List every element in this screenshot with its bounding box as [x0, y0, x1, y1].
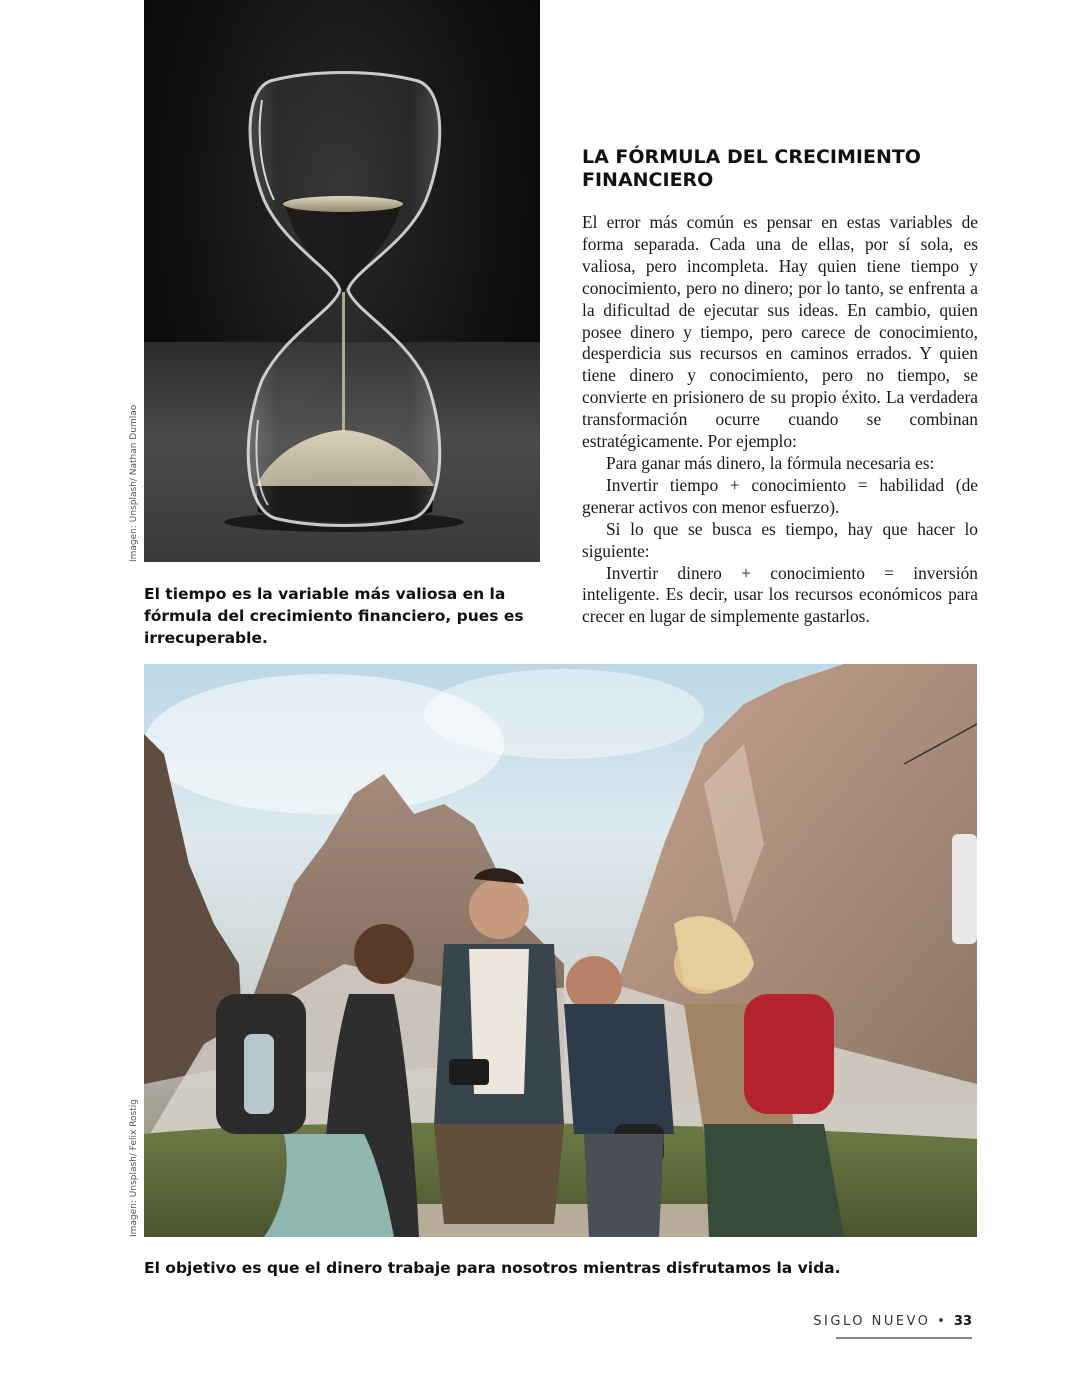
- paragraph: Invertir tiempo + conocimiento = habilidad (de generar activos con menor esfuerzo).: [582, 474, 978, 517]
- hikers-photo: [144, 664, 977, 1237]
- hourglass-photo: [144, 0, 540, 562]
- photo-credit: Imagen: Unsplash/ Nathan Dumlao: [129, 404, 139, 562]
- paragraph: Si lo que se busca es tiempo, hay que hacer lo siguiente:: [582, 518, 978, 561]
- paragraph: Invertir dinero + conocimiento = inversión inteligente. Es decir, usar los recursos económicos para crecer en lugar de simplemente gastarlos.: [582, 562, 978, 627]
- page-number: 33: [953, 1314, 972, 1329]
- article-body: [582, 212, 978, 628]
- magazine-name: SIGLO NUEVO: [813, 1314, 931, 1329]
- section-heading: LA FÓRMULA DEL CRECIMIENTO FINANCIERO: [582, 146, 921, 191]
- footer-rule: [836, 1337, 972, 1339]
- paragraph: El error más común es pensar en estas variables de forma separada. Cada una de ellas, por sí sola, es valiosa, pero incompleta. Hay quien tiene tiempo y conocimiento, pero no dinero; por lo tanto, se enfrenta a la dificultad de ejecutar sus ideas. En cambio, quien posee dinero y tiempo, pero carece de conocimiento, desperdicia sus recursos en caminos errados. Y quien tiene dinero y conocimiento, pero no tiempo, se convierte en prisionero de su propio éxito. La verdadera transformación ocurre cuando se combinan estratégicamente. Por ejemplo:: [582, 212, 978, 452]
- paragraph: Para ganar más dinero, la fórmula necesaria es:: [606, 452, 935, 473]
- photo-caption: El objetivo es que el dinero trabaje para nosotros mientras disfrutamos la vida.: [144, 1259, 841, 1277]
- photo-caption: El tiempo es la variable más valiosa en la fórmula del crecimiento financiero, pues es irrecuperable.: [144, 585, 524, 647]
- page-footer: [813, 1314, 972, 1329]
- footer-separator: •: [937, 1314, 948, 1329]
- photo-credit: Imagen: Unsplash/ Felix Rostig: [129, 1099, 139, 1237]
